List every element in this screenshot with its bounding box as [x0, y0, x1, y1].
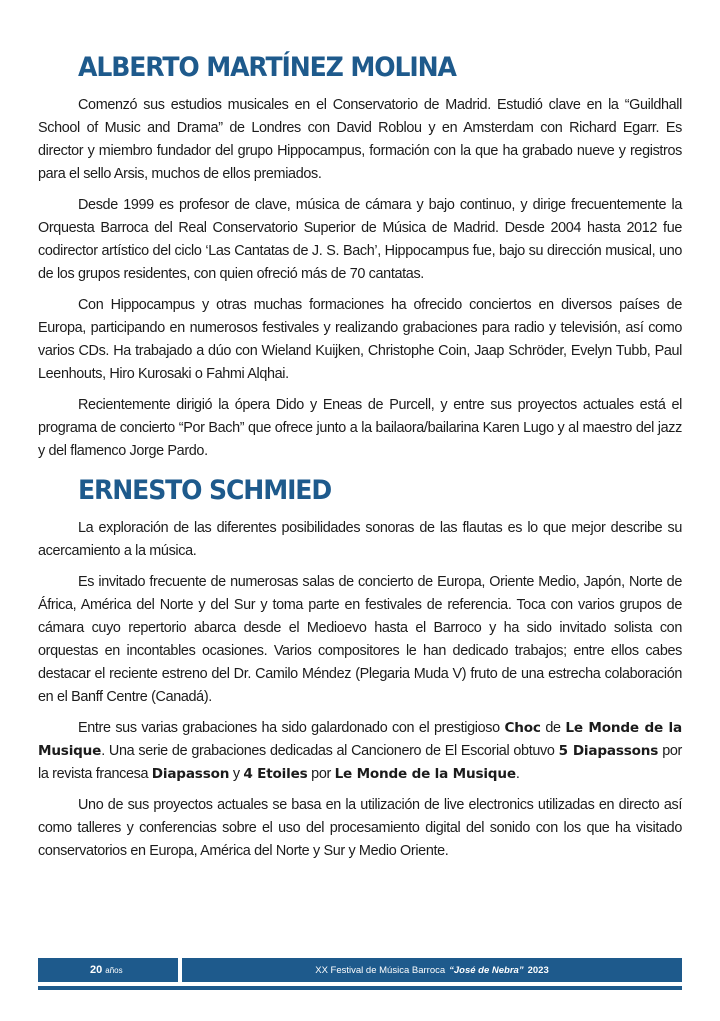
page-content	[38, 48, 682, 871]
text-run: .	[515, 766, 520, 782]
publication-le-monde-2: Le Monde de la Musique	[334, 766, 516, 782]
text-run: por la revista francesa	[38, 743, 683, 782]
publication-diapasson: Diapasson	[151, 766, 230, 782]
award-choc: Choc	[504, 720, 541, 736]
anniversary-number: 20	[90, 964, 103, 976]
page-footer	[38, 958, 682, 982]
text-run: Entre sus varias grabaciones ha sido galardonado con el prestigioso	[78, 720, 505, 736]
paragraph: Recientemente dirigió la ópera Dido y Eneas de Purcell, y entre sus proyectos actuales está el programa de concierto “Por Bach” que ofrece junto a la bailaora/bailarina Karen Lugo y al maestro del jazz y del flamenco Jorge Pardo.	[38, 397, 682, 459]
footer-festival	[182, 958, 682, 982]
biography-alberto	[38, 48, 682, 463]
paragraph: Es invitado frecuente de numerosas salas de concierto de Europa, Oriente Medio, Japón, Norte de África, América del Norte y del Sur y toma parte en festivales de referencia. Toca con varios grupos de cámara cuyo repertorio abarca desde el Medioevo hasta el Barroco y ha sido invitado solista con orquestas en incontables ocasiones. Varios compositores le han dedicado trabajos; entre ellos cabes destacar el reciente estreno del Dr. Camilo Méndez (Plegaria Muda V) fruto de una estrecha colaboración en el Banff Centre (Canadá).	[38, 574, 682, 705]
festival-year: 2023	[527, 964, 549, 976]
paragraph: La exploración de las diferentes posibilidades sonoras de las flautas es lo que mejor describe su acercamiento a la música.	[38, 520, 682, 559]
section-title-ernesto: ERNESTO SCHMIED	[78, 475, 332, 506]
section-title-alberto: ALBERTO MARTÍNEZ MOLINA	[78, 52, 456, 83]
paragraph: Con Hippocampus y otras muchas formaciones ha ofrecido conciertos en diversos países de Europa, participando en numerosos festivales y realizando grabaciones para radio y televisión, así como varios CDs. Ha trabajado a dúo con Wieland Kuijken, Christophe Coin, Jaap Schröder, Evelyn Tubb, Paul Leenhouts, Hiro Kurosaki o Fahmi Alqhai.	[38, 297, 682, 382]
paragraph-awards	[38, 717, 682, 786]
biography-ernesto	[38, 471, 682, 863]
footer-anniversary	[38, 958, 178, 982]
award-etoiles: 4 Etoiles	[243, 766, 308, 782]
paragraph: Comenzó sus estudios musicales en el Conservatorio de Madrid. Estudió clave en la “Guildhall School of Music and Drama” de Londres con David Roblou y en Amsterdam con Richard Egarr. Es director y miembro fundador del grupo Hippocampus, formación con la que ha grabado nueve y registros para el sello Arsis, muchos de ellos premiados.	[38, 97, 682, 182]
text-run: y	[229, 766, 244, 782]
publication-le-monde: Le Monde de la Musique	[38, 720, 682, 759]
award-diapassons: 5 Diapassons	[558, 743, 659, 759]
text-run: de	[540, 720, 566, 736]
text-run: por	[307, 766, 335, 782]
paragraph: Uno de sus proyectos actuales se basa en la utilización de live electronics utilizadas en directo así como talleres y conferencias sobre el uso del procesamiento digital del sonido con los que ha visitado conservatorios en Europa, América del Norte y Sur y Medio Oriente.	[38, 797, 682, 859]
festival-label: XX Festival de Música Barroca	[315, 964, 446, 976]
festival-name: “José de Nebra”	[449, 964, 524, 976]
text-run: . Una serie de grabaciones dedicadas al Cancionero de El Escorial obtuvo	[101, 743, 559, 759]
paragraph: Desde 1999 es profesor de clave, música de cámara y bajo continuo, y dirige frecuentemente la Orquesta Barroca del Real Conservatorio Superior de Música de Madrid. Desde 2004 hasta 2012 fue codirector artístico del ciclo ‘Las Cantatas de J. S. Bach’, Hippocampus fue, bajo su dirección musical, uno de los grupos residentes, con quien ofreció más de 70 cantatas.	[38, 197, 682, 282]
anniversary-word: años	[105, 965, 123, 975]
footer-rule	[38, 986, 682, 990]
